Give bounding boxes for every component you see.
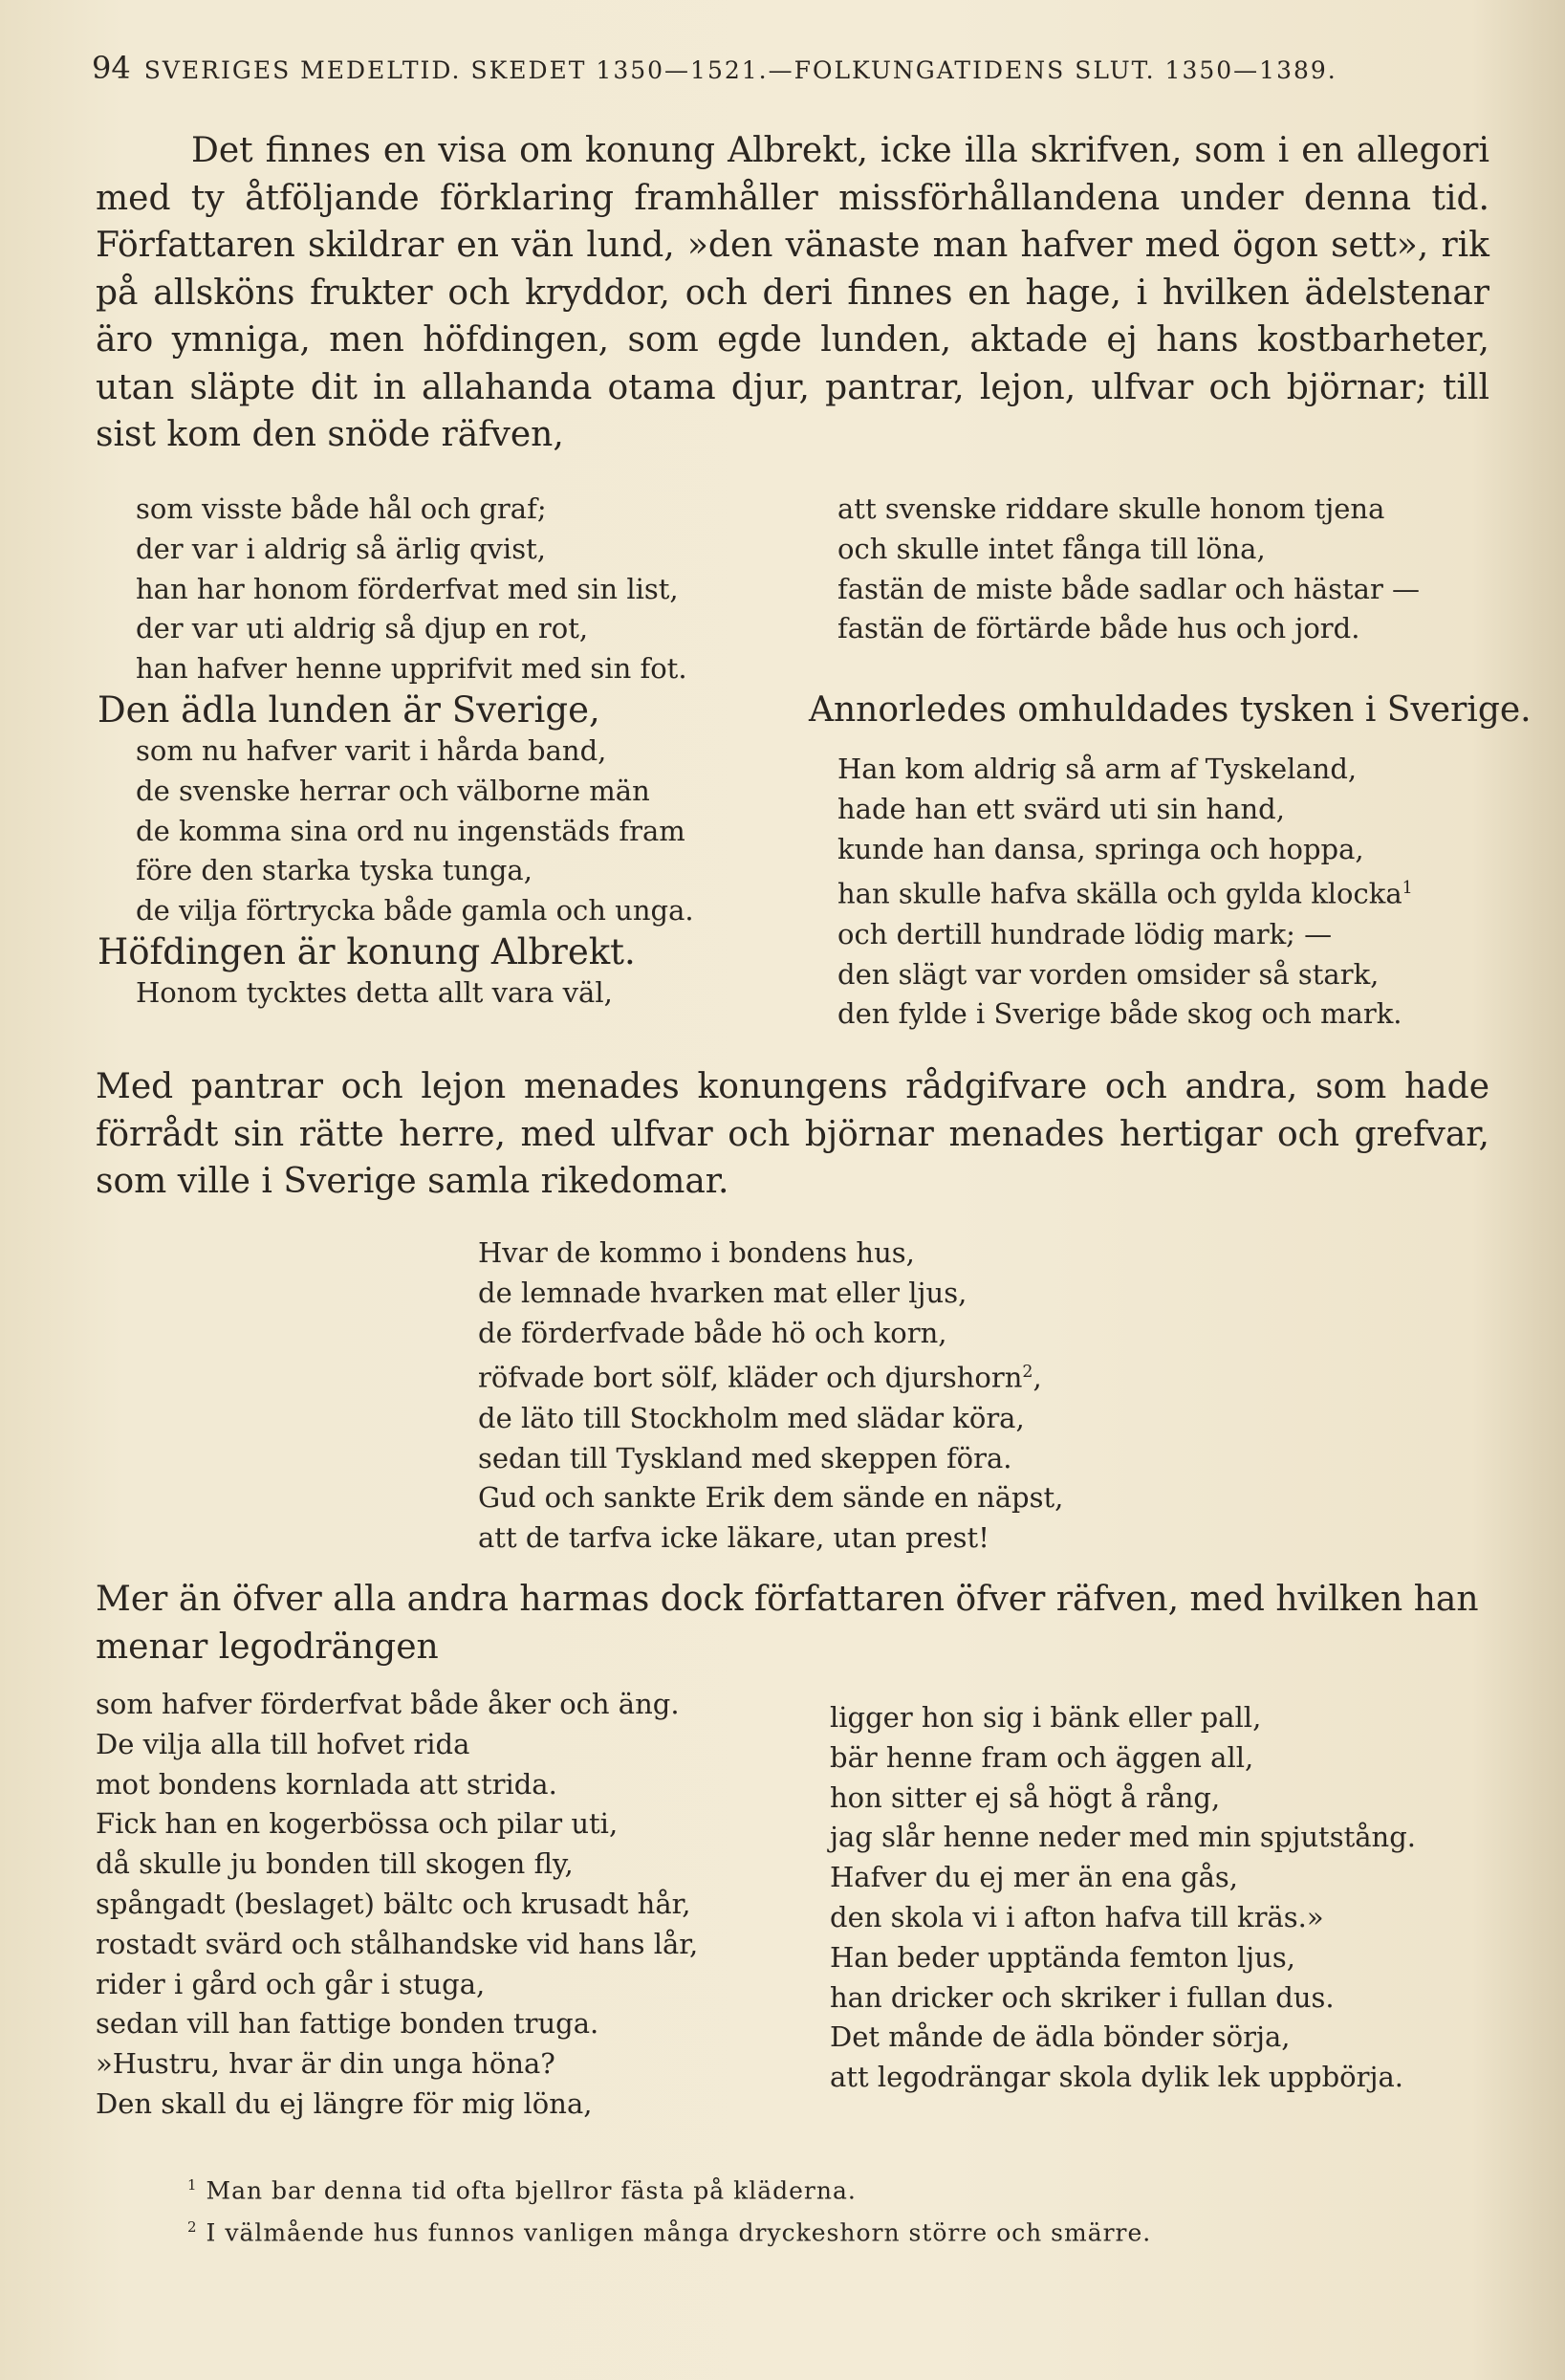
footnote-marker: 2 xyxy=(187,2218,198,2236)
verse-line: de lemnade hvarken mat eller ljus, xyxy=(478,1276,967,1309)
verse-line: de vilja förtrycka både gamla och unga. xyxy=(136,894,694,928)
verse-line: ligger hon sig i bänk eller pall, xyxy=(830,1701,1262,1734)
verse-line: att legodrängar skola dylik lek uppbörja. xyxy=(830,2061,1404,2094)
verse-1-left-column xyxy=(98,490,694,1014)
verse-line: hade han ett svärd uti sin hand, xyxy=(837,792,1285,825)
verse-line: Han kom aldrig så arm af Tyskeland, xyxy=(837,753,1358,785)
running-title: SVERIGES MEDELTID. SKEDET 1350—1521.—FOLKUNGATIDENS SLUT. 1350—1389. xyxy=(143,56,1337,84)
verse-line: de komma sina ord nu ingenstäds fram xyxy=(136,814,685,847)
verse-line: jag slår henne neder med min spjutstång. xyxy=(830,1821,1416,1854)
verse-line: Han beder upptända femton ljus, xyxy=(830,1940,1295,1974)
verse-line: före den starka tyska tunga, xyxy=(136,854,533,887)
verse-1-right-column xyxy=(837,490,1420,649)
verse-line: de läto till Stockholm med slädar köra, xyxy=(478,1401,1025,1434)
verse-line: Hvar de kommo i bondens hus, xyxy=(478,1236,915,1269)
footnote-text: Man bar denna tid ofta bjellror fästa på kläderna. xyxy=(206,2176,857,2205)
verse-line: han har honom förderfvat med sin list, xyxy=(136,572,679,605)
verse-1-right-column-b xyxy=(837,750,1413,1035)
verse-line: de svenske herrar och välborne män xyxy=(136,774,650,807)
verse-line: »Hustru, hvar är din unga höna? xyxy=(96,2047,555,2081)
running-header xyxy=(92,50,1497,86)
allegory-explanation: Annorledes omhuldades tysken i Sverige. xyxy=(809,690,1532,730)
verse-line: der var uti aldrig så djup en rot, xyxy=(136,612,589,645)
intro-paragraph: Det finnes en visa om konung Albrekt, icke illa skrifven, som i en allegori med ty åtföljande förklaring framhåller missförhållandena under denna tid. Författaren skildrar en vän lund, »den vänaste man hafver med ögon sett», rik på allsköns frukter och kryddor, och deri finnes en hage, i hvilken ädelstenar äro ymniga, men höfdingen, som egde lunden, aktade ej hans kostbarheter, utan släpte dit in allahanda otama djur, pantrar, lejon, ulfvar och björnar; till sist kom den snöde räfven, xyxy=(96,131,1489,454)
verse-line: Hafver du ej mer än ena gås, xyxy=(830,1861,1238,1894)
verse-line: att svenske riddare skulle honom tjena xyxy=(837,492,1385,525)
verse-line: der var i aldrig så ärlig qvist, xyxy=(136,532,546,565)
verse-line: som hafver förderfvat både åker och äng. xyxy=(96,1688,680,1720)
verse-line: den fylde i Sverige både skog och mark. xyxy=(837,997,1402,1031)
verse-line: han hafver henne upprifvit med sin fot. xyxy=(136,652,687,686)
verse-line: han skulle hafva skälla och gylda klocka$^1$ xyxy=(837,878,1413,911)
verse-line: rider i gård och går i stuga, xyxy=(96,1967,486,2000)
verse-3-left-column xyxy=(96,1685,698,2125)
verse-line: hon sitter ej så högt å rång, xyxy=(830,1780,1221,1814)
allegory-explanation: Höfdingen är konung Albrekt. xyxy=(98,930,636,972)
paragraph-2: Med pantrar och lejon menades konungens rådgifvare och andra, som hade förrådt sin rätte herre, med ulfvar och björnar menades hertigar och grefvar, som ville i Sverige samla rikedomar. xyxy=(96,1067,1489,1201)
verse-line: mot bondens kornlada att strida. xyxy=(96,1767,557,1801)
verse-line: rostadt svärd och stålhandske vid hans lår, xyxy=(96,1927,699,1960)
verse-line: spångadt (beslaget) bältc och krusadt hår, xyxy=(96,1887,691,1920)
verse-line: sedan till Tyskland med skeppen föra. xyxy=(478,1441,1012,1474)
verse-line: Gud och sankte Erik dem sände en näpst, xyxy=(478,1481,1064,1515)
verse-line: och skulle intet fånga till löna, xyxy=(837,532,1266,565)
verse-line: Fick han en kogerbössa och pilar uti, xyxy=(96,1807,619,1841)
verse-line: Det månde de ädla bönder sörja, xyxy=(830,2020,1291,2054)
verse-line: den skola vi i afton hafva till kräs.» xyxy=(830,1900,1324,1933)
verse-line: Honom tycktes detta allt vara väl, xyxy=(136,975,613,1009)
verse-line: fastän de förtärde både hus och jord. xyxy=(837,612,1360,645)
verse-line: röfvade bort sölf, kläder och djurshorn$^2$, xyxy=(478,1362,1042,1395)
verse-3-right-column xyxy=(830,1698,1416,2098)
footnote-2 xyxy=(187,2218,1151,2246)
verse-line: som visste både hål och graf; xyxy=(136,492,547,525)
verse-line: de förderfvade både hö och korn, xyxy=(478,1316,947,1349)
allegory-explanation: Den ädla lunden är Sverige, xyxy=(98,688,600,731)
verse-line: fastän de miste både sadlar och hästar — xyxy=(837,572,1421,605)
verse-line: att de tarfva icke läkare, utan prest! xyxy=(478,1521,989,1555)
verse-2 xyxy=(478,1234,1063,1559)
verse-line: bär henne fram och äggen all, xyxy=(830,1740,1254,1774)
verse-line: den slägt var vorden omsider så stark, xyxy=(837,957,1380,991)
footnote-reference[interactable]: 1 xyxy=(1402,879,1413,899)
footnote-marker: 1 xyxy=(187,2176,198,2194)
verse-line: De vilja alla till hofvet rida xyxy=(96,1727,470,1760)
page-number: 94 xyxy=(92,50,131,86)
verse-line: och dertill hundrade lödig mark; — xyxy=(837,917,1333,950)
paragraph-3: Mer än öfver alla andra harmas dock författaren öfver räfven, med hvilken han menar legodrängen xyxy=(96,1580,1479,1667)
footnote-1 xyxy=(187,2176,857,2204)
verse-line: kunde han dansa, springa och hoppa, xyxy=(837,832,1364,865)
verse-line: sedan vill han fattige bonden truga. xyxy=(96,2007,599,2041)
verse-line: som nu hafver varit i hårda band, xyxy=(136,733,607,767)
verse-line: då skulle ju bonden till skogen fly, xyxy=(96,1847,574,1881)
footnote-reference[interactable]: 2 xyxy=(1022,1363,1033,1383)
footnote-text: I välmående hus funnos vanligen många dryckeshorn större och smärre. xyxy=(206,2218,1152,2247)
verse-line: han dricker och skriker i fullan dus. xyxy=(830,1980,1335,2014)
verse-line: Den skall du ej längre för mig löna, xyxy=(96,2086,593,2120)
